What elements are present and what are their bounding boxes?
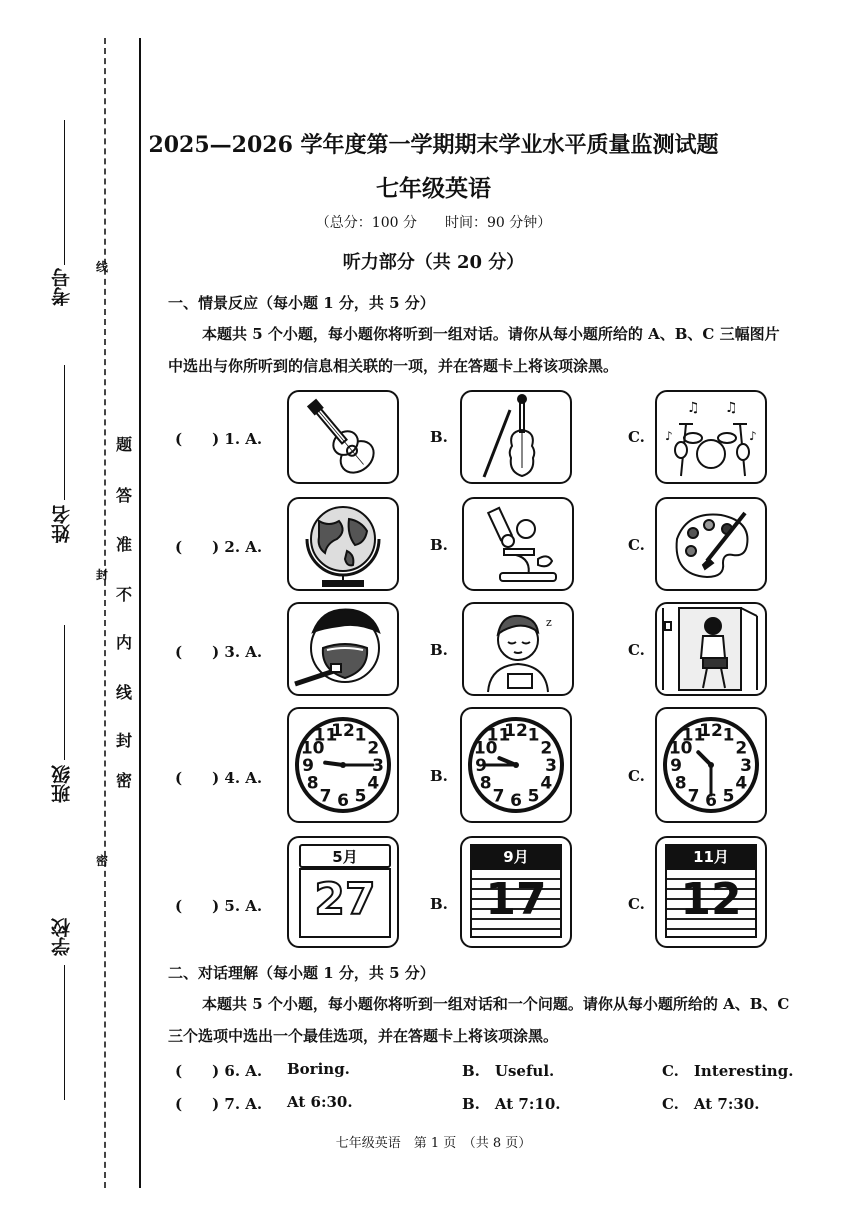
seal-char: 线 <box>116 683 133 702</box>
seal-char: 准 <box>116 535 133 554</box>
calendar-month-bar <box>665 844 757 868</box>
section2-instruction: 本题共 5 个小题，每小题你将听到一组对话和一个问题。请你从每小题所给的 A、B、C <box>202 995 790 1013</box>
calendar-day: 12 <box>680 874 742 925</box>
svg-text:♫: ♫ <box>687 400 700 416</box>
option-5a-picture[interactable] <box>287 836 399 948</box>
brushing-teeth-icon <box>289 604 397 694</box>
option-6c[interactable]: C. Interesting. <box>662 1062 794 1080</box>
seal-char: 答 <box>116 486 133 505</box>
boy-leaving-door-icon <box>657 604 765 694</box>
option-3b-picture[interactable] <box>462 602 574 696</box>
option-b-label: B. <box>430 536 448 554</box>
clock-numeral: 3 <box>372 756 384 776</box>
clock-numeral: 11 <box>486 725 511 746</box>
clock-numeral: 4 <box>367 773 380 794</box>
clock-center <box>708 762 714 768</box>
clock-numeral: 2 <box>367 738 380 759</box>
seal-char: 线 <box>96 260 109 274</box>
option-b-label: B. <box>430 767 448 785</box>
exam-number-label: 考号 <box>51 268 73 306</box>
clock-numeral: 5 <box>527 786 540 807</box>
calendar-month: 11月 <box>693 848 729 866</box>
option-1c-picture[interactable] <box>655 390 767 484</box>
option-7b[interactable]: B. At 7:10. <box>462 1095 561 1113</box>
clock-icon <box>462 709 570 821</box>
seal-char: 密 <box>116 771 133 790</box>
option-1b-picture[interactable] <box>460 390 572 484</box>
clock-numeral: 8 <box>674 773 687 794</box>
seal-char: 封 <box>116 731 133 750</box>
calendar-day: 27 <box>314 874 376 925</box>
clock-numeral: 2 <box>735 738 748 759</box>
violin-icon <box>462 392 570 482</box>
clock-numeral: 7 <box>319 786 332 807</box>
option-2b-picture[interactable] <box>462 497 574 591</box>
seal-char: 题 <box>116 435 133 454</box>
option-c-label: C. <box>628 536 645 554</box>
clock-numeral: 9 <box>670 756 682 776</box>
option-4a-picture[interactable] <box>287 707 399 823</box>
clock-numeral: 6 <box>705 791 717 811</box>
clock-numeral: 3 <box>740 756 752 776</box>
seal-char: 内 <box>116 633 133 652</box>
option-c-label: C. <box>628 767 645 785</box>
calendar-page <box>665 868 757 938</box>
clock-numeral: 10 <box>473 738 498 759</box>
exam-subtitle: 七年级英语 <box>376 175 491 202</box>
seal-char: 密 <box>96 854 109 868</box>
clock-numeral: 5 <box>354 786 367 807</box>
option-6a[interactable]: Boring. <box>287 1060 350 1078</box>
question-3-label: ( ) 3. A. <box>175 643 263 661</box>
seal-char: 封 <box>96 568 109 582</box>
page-footer: 七年级英语 第 1 页 （共 8 页） <box>335 1136 532 1151</box>
option-c-label: C. <box>628 895 645 913</box>
option-4c-picture[interactable] <box>655 707 767 823</box>
option-3a-picture[interactable] <box>287 602 399 696</box>
margin-dashed-line <box>104 38 106 1188</box>
calendar-day: 17 <box>485 874 547 925</box>
question-7-label: ( ) 7. A. <box>175 1095 263 1113</box>
option-7c[interactable]: C. At 7:30. <box>662 1095 760 1113</box>
listening-part-title: 听力部分（共 20 分） <box>342 252 525 273</box>
option-b-label: B. <box>430 895 448 913</box>
section1-heading: 一、情景反应（每小题 1 分，共 5 分） <box>168 294 435 312</box>
clock-numeral: 9 <box>475 756 487 776</box>
clock-numeral: 6 <box>510 791 522 811</box>
option-c-label: C. <box>628 428 645 446</box>
option-5c-picture[interactable] <box>655 836 767 948</box>
option-5b-picture[interactable] <box>460 836 572 948</box>
school-line <box>64 965 65 1100</box>
calendar-page <box>470 868 562 938</box>
clock-numeral: 12 <box>504 721 528 741</box>
option-6b[interactable]: B. Useful. <box>462 1062 555 1080</box>
clock-numeral: 7 <box>492 786 505 807</box>
calendar-month: 5月 <box>332 848 358 866</box>
clock-numeral: 12 <box>699 721 723 741</box>
option-2a-picture[interactable] <box>287 497 399 591</box>
option-3c-picture[interactable] <box>655 602 767 696</box>
svg-text:♫: ♫ <box>725 400 738 416</box>
clock-numeral: 5 <box>722 786 735 807</box>
clock-numeral: 11 <box>313 725 338 746</box>
exam-info: （总分：100 分 时间：90 分钟） <box>315 215 552 231</box>
question-1-label: ( ) 1. A. <box>175 430 263 448</box>
option-b-label: B. <box>430 428 448 446</box>
option-4b-picture[interactable] <box>460 707 572 823</box>
question-2-label: ( ) 2. A. <box>175 538 263 556</box>
clock-numeral: 10 <box>300 738 325 759</box>
class-label: 班级 <box>51 765 73 803</box>
clock-numeral: 12 <box>331 721 355 741</box>
svg-text:z: z <box>546 616 552 629</box>
clock-center <box>340 762 346 768</box>
clock-numeral: 1 <box>722 725 735 746</box>
guitar-icon <box>289 392 397 482</box>
clock-numeral: 9 <box>302 756 314 776</box>
svg-text:♪: ♪ <box>749 429 757 443</box>
option-2c-picture[interactable] <box>655 497 767 591</box>
clock-numeral: 7 <box>687 786 700 807</box>
name-line <box>64 365 65 500</box>
clock-numeral: 4 <box>735 773 748 794</box>
question-5-label: ( ) 5. A. <box>175 897 263 915</box>
clock-numeral: 3 <box>545 756 557 776</box>
clock-numeral: 2 <box>540 738 553 759</box>
clock-numeral: 11 <box>681 725 706 746</box>
option-b-label: B. <box>430 641 448 659</box>
option-7a[interactable]: At 6:30. <box>287 1093 353 1111</box>
svg-text:♪: ♪ <box>665 429 673 443</box>
option-c-label: C. <box>628 641 645 659</box>
seal-char: 不 <box>116 585 133 604</box>
sleepy-boy-icon <box>464 604 572 694</box>
microscope-icon <box>464 499 572 589</box>
clock-numeral: 1 <box>527 725 540 746</box>
clock-icon <box>289 709 397 821</box>
clock-numeral: 8 <box>306 773 319 794</box>
calendar-month: 9月 <box>503 848 529 866</box>
calendar-page <box>299 868 391 938</box>
question-4-label: ( ) 4. A. <box>175 769 263 787</box>
clock-icon <box>657 709 765 821</box>
clock-numeral: 6 <box>337 791 349 811</box>
option-1a-picture[interactable] <box>287 390 399 484</box>
exam-title: 2025—2026 学年度第一学期期末学业水平质量监测试题 <box>148 132 719 158</box>
section2-instruction: 三个选项中选出一个最佳选项，并在答题卡上将该项涂黑。 <box>168 1027 559 1045</box>
paint-palette-icon <box>657 499 765 589</box>
clock-numeral: 8 <box>479 773 492 794</box>
question-6-label: ( ) 6. A. <box>175 1062 263 1080</box>
name-label: 姓名 <box>51 505 73 543</box>
margin-solid-line <box>139 38 141 1188</box>
calendar-month-bar <box>299 844 391 868</box>
section1-instruction: 中选出与你所听到的信息相关联的一项，并在答题卡上将该项涂黑。 <box>168 357 619 375</box>
calendar-month-bar <box>470 844 562 868</box>
section1-instruction: 本题共 5 个小题，每小题你将听到一组对话。请你从每小题所给的 A、B、C 三幅图片 <box>202 325 780 343</box>
clock-numeral: 1 <box>354 725 367 746</box>
class-line <box>64 625 65 760</box>
drums-icon <box>657 392 765 482</box>
school-label: 学校 <box>51 918 73 956</box>
clock-numeral: 10 <box>668 738 693 759</box>
globe-icon <box>289 499 397 589</box>
section2-heading: 二、对话理解（每小题 1 分，共 5 分） <box>168 964 435 982</box>
clock-numeral: 4 <box>540 773 553 794</box>
clock-center <box>513 762 519 768</box>
